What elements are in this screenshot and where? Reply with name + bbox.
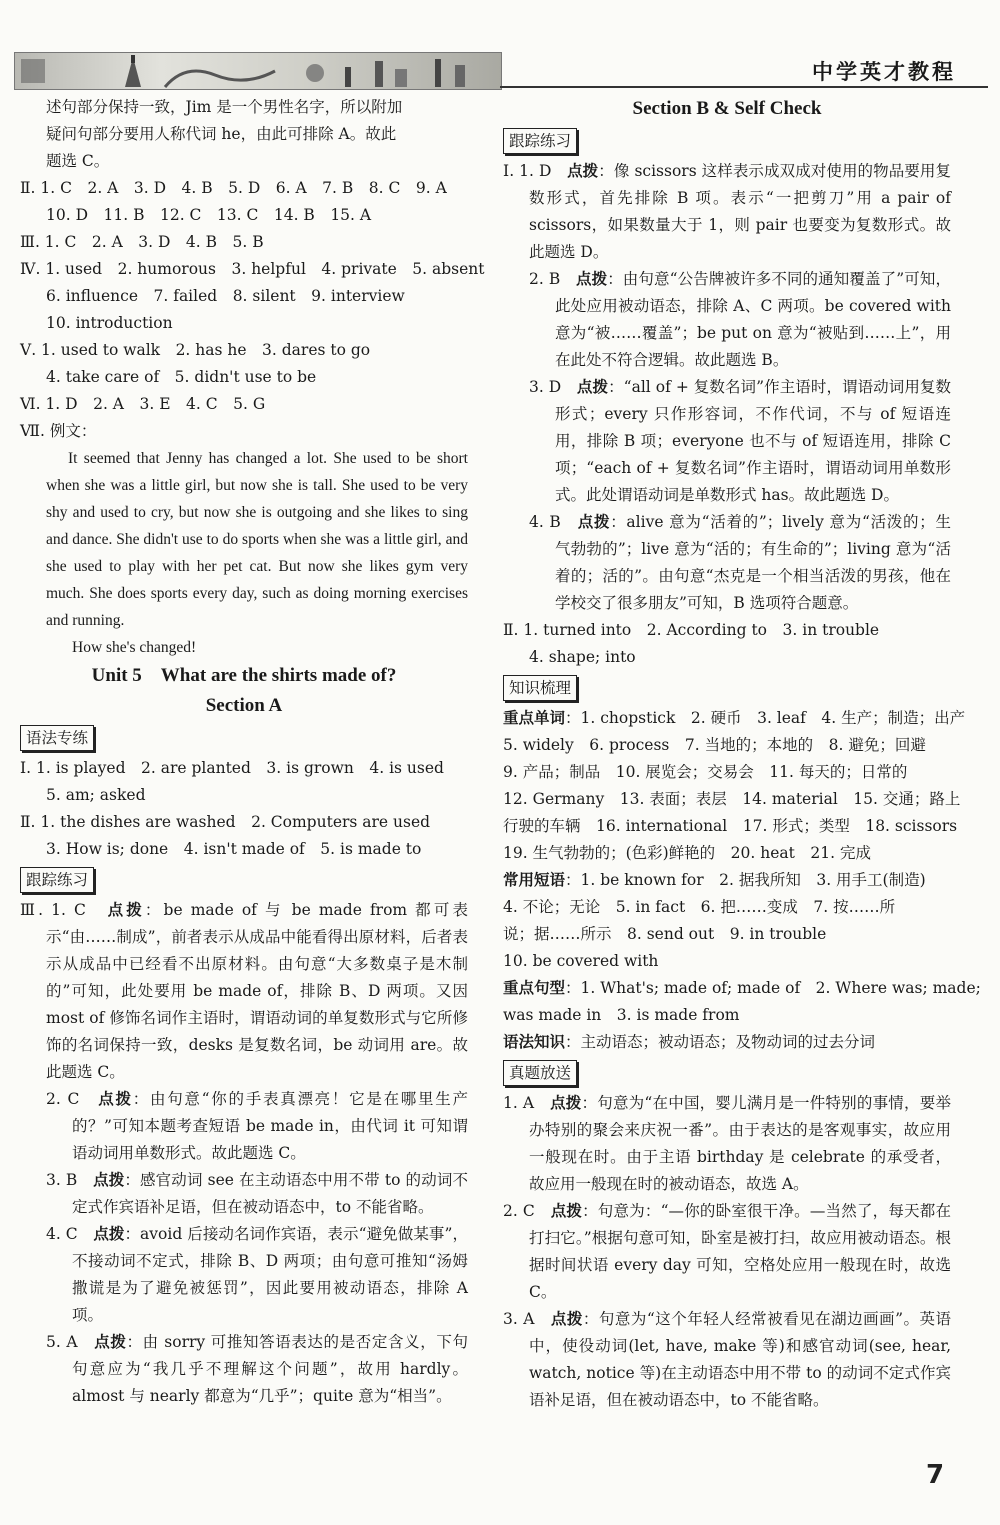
- item-text: ：be made of 与 be made from 都可表示“由……制成”，前者表示从成品中能看得出原材料，后者表示从成品中已经看不出原材料。由句意“大多数桌子是木制的”可知，此处要用 be made of，排除 B、D 两项。又因 most of 修饰名词作主语时，谓语动词的单复数形式与它所修饰的名词保持一致，desks 是复数名词，be 动词用 are。故此题选 C。: [46, 901, 468, 1081]
- answer-line: 10. introduction: [46, 314, 173, 332]
- answer-line: 10. D 11. B 12. C 13. C 14. B 15. A: [46, 206, 372, 224]
- tip-label: 点拨: [93, 1171, 125, 1189]
- exam-questions-box: 真题放送: [503, 1060, 577, 1086]
- answer-line: Ⅶ. 例文：: [20, 422, 97, 440]
- explanation-item: [20, 1086, 468, 1167]
- item-number: 3. A: [503, 1310, 535, 1328]
- tip-label: 点拨: [575, 270, 608, 288]
- text-line: 疑问句部分要用人称代词 he，由此可排除 A。故此: [46, 125, 397, 143]
- header-banner: [14, 52, 502, 90]
- answer-line: Ⅴ. 1. used to walk 2. has he 3. dares to go: [20, 341, 371, 359]
- tip-label: 点拨: [567, 162, 599, 180]
- item-text: ：句意为：“—你的卧室很干净。—当然了，每天都在打扫它。”根据句意可知，卧室是被打扫，故应用被动语态。根据时间状语 every day 可知，空格处应用一般现在时，故选 C。: [529, 1202, 951, 1301]
- answer-line: 5. am; asked: [46, 786, 146, 804]
- book-title: 中学英才教程: [812, 59, 956, 84]
- section-b-title: Section B & Self Check: [632, 98, 822, 119]
- tip-label: 点拨: [550, 1310, 583, 1328]
- explanation-item: [20, 1329, 468, 1410]
- explanation-item: [503, 158, 951, 266]
- answer-line: 4. shape; into: [529, 648, 636, 666]
- item-number: 1. A: [503, 1094, 535, 1112]
- answer-line: Ⅰ. 1. is played 2. are planted 3. is grown 4. is used: [20, 759, 444, 777]
- answer-line: Ⅱ. 1. turned into 2. According to 3. in trouble: [503, 621, 880, 639]
- item-number: Ⅰ. 1. D: [503, 162, 552, 180]
- words-line: 19. 生气勃勃的；(色彩)鲜艳的 20. heat 21. 完成: [503, 844, 871, 862]
- left-column: [20, 94, 485, 1410]
- sentences-text: ：1. What's; made of; made of 2. Where was; made;: [565, 979, 981, 997]
- item-number: 2. C: [46, 1090, 80, 1108]
- item-number: 3. D: [529, 378, 562, 396]
- answer-line: 3. How is; done 4. isn't made of 5. is made to: [46, 840, 422, 858]
- explanation-item: [503, 374, 951, 509]
- essay-end: How she's changed!: [72, 639, 197, 656]
- explanation-item: [20, 1167, 468, 1221]
- explanation-item: [503, 509, 951, 617]
- words-line: 5. widely 6. process 7. 当地的；本地的 8. 避免；回避: [503, 736, 926, 754]
- tip-label: 点拨: [576, 378, 609, 396]
- phrases-line: 10. be covered with: [503, 952, 659, 970]
- item-text: ：“all of + 复数名词”作主语时，谓语动词用复数形式；every 只作形容词，不作代词，不与 of 短语连用，排除 B 项；everyone 也不与 of 短语连用，排除 C 项；“each of + 复数名词”作主语时，谓语动词用单数形式。此处谓语动词是单数形式 has。故此题选 D。: [555, 378, 951, 504]
- item-text: ：句意为“这个年轻人经常被看见在湖边画画”。英语中，使役动词(let, have, make 等)和感官动词(see, hear, watch, notice 等)在主动语态中用不带 to 的动词不定式作宾语补足语，但在被动语态中，to 不能省略。: [529, 1310, 951, 1409]
- landmarks-illustration-icon: [15, 53, 501, 89]
- item-number: 4. B: [529, 513, 561, 531]
- answer-line: 6. influence 7. failed 8. silent 9. interview: [46, 287, 405, 305]
- item-text: ：由句意“公告牌被许多不同的通知覆盖了”可知，此处应用被动语态，排除 A、C 两项。be covered with 意为“被……覆盖”；be put on 意为“被贴到……上”，用在此处不符合逻辑。故此题选 B。: [555, 270, 951, 369]
- header-rule: [500, 86, 988, 88]
- item-number: 2. C: [503, 1202, 535, 1220]
- tip-label: 点拨: [98, 1090, 133, 1108]
- sentences-line: was made in 3. is made from: [503, 1006, 740, 1024]
- words-line: [503, 705, 966, 732]
- key-words-label: 重点单词: [503, 709, 566, 727]
- answer-line: Ⅵ. 1. D 2. A 3. E 4. C 5. G: [20, 395, 266, 413]
- explanation-item: [503, 266, 951, 374]
- phrases-line: 4. 不论；无论 5. in fact 6. 把……变成 7. 按……所: [503, 898, 896, 916]
- item-number: 5. A: [46, 1333, 78, 1351]
- words-text: ：1. chopstick 2. 硬币 3. leaf 4. 生产；制造；出产: [565, 709, 966, 727]
- tip-label: 点拨: [93, 1225, 125, 1243]
- phrases-line: 说；据……所示 8. send out 9. in trouble: [503, 925, 827, 943]
- grammar-knowledge-label: 语法知识: [503, 1033, 566, 1051]
- phrases-text: ：1. be known for 2. 据我所知 3. 用手工(制造): [565, 871, 926, 889]
- tip-label: 点拨: [577, 513, 611, 531]
- tip-label: 点拨: [107, 901, 145, 919]
- grammar-line: [503, 1029, 951, 1056]
- right-column: [503, 94, 981, 1414]
- text-line: 述句部分保持一致，Jim 是一个男性名字，所以附加: [46, 98, 403, 116]
- sample-essay: It seemed that Jenny has changed a lot. She used to be short when she was a little girl, but now she is tall. She used to be very shy and used to cry, but now she is outgoing and she likes to sing and dance. She didn't use to do sports when she was a little girl, and she used to play with her pet cat. But now she likes gym very much. She does sports every day, such as doing morning exercises and running.: [46, 450, 468, 629]
- sentences-line: [503, 975, 981, 1002]
- explanation-item: [503, 1090, 951, 1198]
- answer-line: Ⅳ. 1. used 2. humorous 3. helpful 4. private 5. absent: [20, 260, 485, 278]
- words-line: 9. 产品；制品 10. 展览会；交易会 11. 每天的；日常的: [503, 763, 908, 781]
- knowledge-summary-box: 知识梳理: [503, 675, 577, 701]
- page-number: 7: [926, 1460, 945, 1490]
- item-text: ：感官动词 see 在主动语态中用不带 to 的动词不定式作宾语补足语，但在被动语态中，to 不能省略。: [72, 1171, 468, 1216]
- words-line: 12. Germany 13. 表面；表层 14. material 15. 交通；路上: [503, 790, 961, 808]
- answer-line: 4. take care of 5. didn't use to be: [46, 368, 317, 386]
- item-number: 3. B: [46, 1171, 78, 1189]
- explanation-item: [20, 1221, 468, 1329]
- common-phrases-label: 常用短语: [503, 871, 566, 889]
- text-line: 题选 C。: [46, 152, 110, 170]
- explanation-item: [503, 1306, 951, 1414]
- grammar-text: ：主动语态；被动语态；及物动词的过去分词: [565, 1033, 876, 1051]
- item-text: ：由 sorry 可推知答语表达的是否定含义，下句句意应为“我几乎不理解这个问题”，故用 hardly。almost 与 nearly 都意为“几乎”；quite 意为“相当”。: [72, 1333, 468, 1405]
- item-text: ：alive 意为“活着的”；lively 意为“活泼的；生气勃勃的”；live 意为“活的；有生命的”；living 意为“活着的；活的”。由句意“杰克是一个相当活泼的男孩，他在学校交了很多朋友”可知，B 选项符合题意。: [555, 513, 951, 612]
- answer-line: Ⅱ. 1. the dishes are washed 2. Computers are used: [20, 813, 431, 831]
- item-number: 2. B: [529, 270, 561, 288]
- answer-line: Ⅱ. 1. C 2. A 3. D 4. B 5. D 6. A 7. B 8. C 9. A: [20, 179, 447, 197]
- explanation-item: [503, 1198, 951, 1306]
- words-line: 行驶的车辆 16. international 17. 形式；类型 18. scissors: [503, 817, 958, 835]
- answer-line: Ⅲ. 1. C 2. A 3. D 4. B 5. B: [20, 233, 264, 251]
- explanation-item: [20, 897, 468, 1086]
- tip-label: 点拨: [550, 1094, 582, 1112]
- section-a-title: Section A: [205, 695, 283, 716]
- item-text: ：像 scissors 这样表示成双成对使用的物品要用复数形式，首先排除 B 项。表示“一把剪刀”用 a pair of scissors，如果数量大于 1，则 pair 也要变为复数形式。故此题选 D。: [529, 162, 951, 261]
- item-number: Ⅲ. 1. C: [20, 901, 86, 919]
- key-sentences-label: 重点句型: [503, 979, 566, 997]
- tip-label: 点拨: [94, 1333, 127, 1351]
- tip-label: 点拨: [550, 1202, 583, 1220]
- tracking-practice-box: 跟踪练习: [503, 128, 577, 154]
- item-text: ：句意为“在中国，婴儿满月是一件特别的事情，要举办特别的聚会来庆祝一番”。由于表达的是客观事实，故应用一般现在时。由于主语 birthday 是 celebrate 的承受者，故应用一般现在时的被动语态，故选 A。: [529, 1094, 951, 1193]
- phrases-line: [503, 867, 951, 894]
- item-text: ：avoid 后接动名词作宾语，表示“避免做某事”，不接动词不定式，排除 B、D 两项；由句意可推知“汤姆撒谎是为了避免被惩罚”，因此要用被动语态，排除 A 项。: [72, 1225, 468, 1324]
- unit-title: Unit 5 What are the shirts made of?: [91, 665, 397, 686]
- item-number: 4. C: [46, 1225, 78, 1243]
- grammar-practice-box: 语法专练: [20, 725, 94, 751]
- tracking-practice-box: 跟踪练习: [20, 867, 94, 893]
- item-text: ：由句意“你的手表真漂亮！它是在哪里生产的？”可知本题考查短语 be made in，由代词 it 可知谓语动词用单数形式。故此题选 C。: [72, 1090, 468, 1162]
